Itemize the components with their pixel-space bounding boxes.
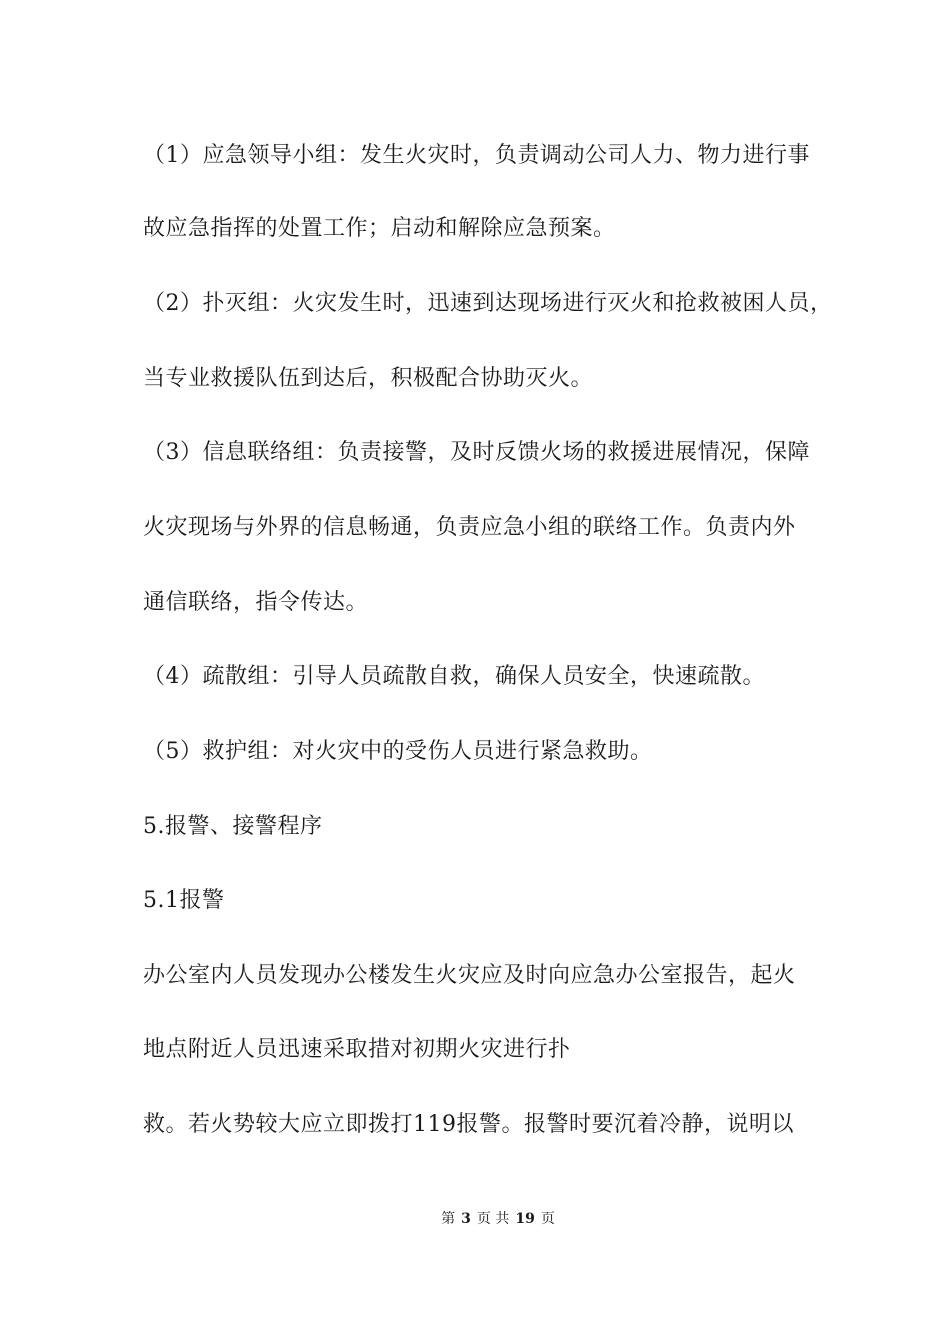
paragraph-line: 故应急指挥的处置工作；启动和解除应急预案。 (143, 216, 616, 241)
section-heading: 5.报警、接警程序 (143, 814, 323, 839)
footer-suffix: 页 (540, 1211, 555, 1227)
subsection-heading: 5.1报警 (143, 888, 225, 913)
paragraph-line: （5）救护组：对火灾中的受伤人员进行紧急救助。 (143, 739, 653, 764)
paragraph-line: 火灾现场与外界的信息畅通，负责应急小组的联络工作。负责内外 (143, 515, 796, 540)
footer-total-pages: 19 (515, 1211, 535, 1227)
paragraph-line: 通信联络，指令传达。 (143, 590, 369, 615)
paragraph-line: （2）扑灭组：火灾发生时，迅速到达现场进行灭火和抢救被困人员， (143, 291, 833, 316)
paragraph-line: 地点附近人员迅速采取措对初期火灾进行扑 (143, 1037, 571, 1062)
footer-prefix: 第 (441, 1211, 456, 1227)
footer-page-number: 3 (461, 1211, 471, 1227)
paragraph-line: 救。若火势较大应立即拨打119报警。报警时要沉着冷静，说明以 (143, 1112, 794, 1137)
page-footer (0, 1209, 950, 1229)
footer-middle: 页 共 (476, 1211, 510, 1227)
paragraph-line: （4）疏散组：引导人员疏散自救，确保人员安全，快速疏散。 (143, 664, 765, 689)
paragraph-line: （1）应急领导小组：发生火灾时，负责调动公司人力、物力进行事 (143, 143, 810, 168)
paragraph-line: 当专业救援队伍到达后，积极配合协助灭火。 (143, 366, 594, 391)
paragraph-line: 办公室内人员发现办公楼发生火灾应及时向应急办公室报告，起火 (143, 963, 796, 988)
paragraph-line: （3）信息联络组：负责接警，及时反馈火场的救援进展情况，保障 (143, 440, 810, 465)
